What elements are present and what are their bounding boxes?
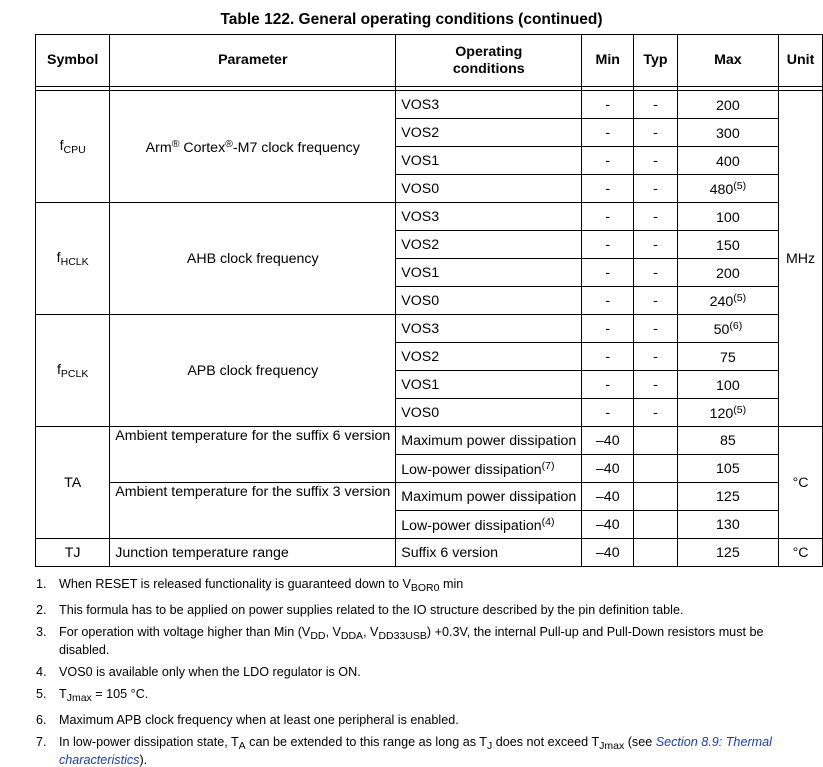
header-typ: Typ bbox=[634, 35, 677, 87]
cell-typ bbox=[634, 483, 677, 511]
footnotes bbox=[36, 574, 796, 767]
footnote-5: 5. $T_{Jmax} = 105$ °C. bbox=[36, 687, 149, 704]
cell-typ: - bbox=[634, 315, 677, 343]
symbol-ta: TA bbox=[36, 427, 110, 539]
cell-condition: Low-power dissipation$^{(4)}$ bbox=[396, 511, 582, 539]
cell-min: - bbox=[582, 343, 634, 371]
header-max: Max bbox=[677, 35, 778, 87]
unit-mhz: MHz bbox=[779, 91, 823, 427]
cell-condition: Maximum power dissipation bbox=[396, 427, 582, 455]
cell-max: 50$^{(6)}$ bbox=[677, 315, 778, 343]
cell-typ: - bbox=[634, 287, 677, 315]
cell-condition: Maximum power dissipation bbox=[396, 483, 582, 511]
cell-max: 130 bbox=[677, 511, 778, 539]
cell-max: 200 bbox=[677, 91, 778, 119]
cell-typ: - bbox=[634, 147, 677, 175]
cell-condition: VOS3 bbox=[396, 315, 582, 343]
cell-min: - bbox=[582, 259, 634, 287]
cell-min: - bbox=[582, 231, 634, 259]
cell-condition: VOS1 bbox=[396, 371, 582, 399]
cell-condition: VOS2 bbox=[396, 119, 582, 147]
footnote-6: 6. Maximum APB clock frequency when at least one peripheral is enabled. bbox=[36, 713, 459, 727]
param-apb-clock: APB clock frequency bbox=[110, 315, 396, 427]
cell-condition: VOS1 bbox=[396, 147, 582, 175]
cell-min: –40 bbox=[582, 511, 634, 539]
cell-max: 200 bbox=[677, 259, 778, 287]
cell-min: - bbox=[582, 315, 634, 343]
cell-typ: - bbox=[634, 203, 677, 231]
cell-max: 480$^{(5)}$ bbox=[677, 175, 778, 203]
table-row bbox=[36, 483, 823, 511]
cell-min: - bbox=[582, 119, 634, 147]
cell-condition: Suffix 6 version bbox=[396, 539, 582, 567]
footnote-7: 7. In low-power dissipation state, $T_A$ can be extended to this range as long as $T_J$ does not exceed $T_{Jmax}$ (see Section 8.9: Thermal characteristics). bbox=[36, 735, 772, 767]
symbol-fcpu: $f_{CPU}$ bbox=[36, 91, 110, 203]
param-ahb-clock: AHB clock frequency bbox=[110, 203, 396, 315]
cell-typ: - bbox=[634, 259, 677, 287]
cell-typ bbox=[634, 455, 677, 483]
unit-celsius: °C bbox=[779, 539, 823, 567]
header-unit: Unit bbox=[779, 35, 823, 87]
header-row bbox=[36, 35, 823, 87]
cell-typ: - bbox=[634, 343, 677, 371]
cell-typ: - bbox=[634, 399, 677, 427]
header-symbol: Symbol bbox=[36, 35, 110, 87]
param-junction-temp: Junction temperature range bbox=[110, 539, 396, 567]
cell-max: 240$^{(5)}$ bbox=[677, 287, 778, 315]
symbol-fpclk: $f_{PCLK}$ bbox=[36, 315, 110, 427]
cell-min: - bbox=[582, 287, 634, 315]
cell-max: 100 bbox=[677, 203, 778, 231]
footnote-1: 1. When RESET is released functionality is guaranteed down to $V_{BOR0}$ min bbox=[36, 577, 464, 594]
cell-max: 125 bbox=[677, 483, 778, 511]
header-parameter: Parameter bbox=[110, 35, 396, 87]
cell-min: - bbox=[582, 175, 634, 203]
cell-typ: - bbox=[634, 231, 677, 259]
section-link[interactable]: Section 8.9: Thermal characteristics bbox=[59, 735, 772, 767]
cell-condition: VOS0 bbox=[396, 399, 582, 427]
cell-min: - bbox=[582, 203, 634, 231]
cell-min: - bbox=[582, 91, 634, 119]
header-conditions: Operating conditions bbox=[396, 35, 582, 87]
cell-min: –40 bbox=[582, 539, 634, 567]
cell-min: –40 bbox=[582, 427, 634, 455]
cell-max: 150 bbox=[677, 231, 778, 259]
footnote-3: 3. For operation with voltage higher than Min ($V_{DD}$, $V_{DDA}$, $V_{DD33USB}) +0.3V$, the internal Pull-up and Pull-Down resistors must be disabled. bbox=[36, 625, 764, 657]
header-min: Min bbox=[582, 35, 634, 87]
cell-condition: VOS1 bbox=[396, 259, 582, 287]
param-ambient-temp-3: Ambient temperature for the suffix 3 version bbox=[110, 483, 396, 539]
footnote-2: 2. This formula has to be applied on power supplies related to the IO structure described by the pin definition table. bbox=[36, 603, 684, 617]
cell-max: 120$^{(5)}$ bbox=[677, 399, 778, 427]
cell-typ: - bbox=[634, 371, 677, 399]
cell-condition: VOS3 bbox=[396, 91, 582, 119]
cell-condition: VOS0 bbox=[396, 287, 582, 315]
cell-max: 125 bbox=[677, 539, 778, 567]
table-row bbox=[36, 427, 823, 455]
cell-min: - bbox=[582, 399, 634, 427]
cell-condition: VOS2 bbox=[396, 231, 582, 259]
cell-condition: Low-power dissipation$^{(7)}$ bbox=[396, 455, 582, 483]
cell-min: - bbox=[582, 371, 634, 399]
cell-max: 75 bbox=[677, 343, 778, 371]
cell-typ: - bbox=[634, 91, 677, 119]
cell-max: 300 bbox=[677, 119, 778, 147]
cell-min: –40 bbox=[582, 455, 634, 483]
cell-typ bbox=[634, 427, 677, 455]
cell-condition: VOS2 bbox=[396, 343, 582, 371]
footnote-4: 4. VOS0 is available only when the LDO regulator is ON. bbox=[36, 665, 361, 679]
cell-condition: VOS3 bbox=[396, 203, 582, 231]
operating-conditions-table bbox=[35, 34, 823, 567]
table-row bbox=[36, 315, 823, 343]
cell-max: 100 bbox=[677, 371, 778, 399]
cell-condition: VOS0 bbox=[396, 175, 582, 203]
table-row bbox=[36, 203, 823, 231]
param-ambient-temp-6: Ambient temperature for the suffix 6 version bbox=[110, 427, 396, 483]
table-row bbox=[36, 539, 823, 567]
cell-max: 400 bbox=[677, 147, 778, 175]
cell-max: 85 bbox=[677, 427, 778, 455]
symbol-fhclk: $f_{HCLK}$ bbox=[36, 203, 110, 315]
cell-typ bbox=[634, 539, 677, 567]
cell-min: –40 bbox=[582, 483, 634, 511]
symbol-tj: TJ bbox=[36, 539, 110, 567]
cell-min: - bbox=[582, 147, 634, 175]
cell-typ: - bbox=[634, 175, 677, 203]
param-cpu-clock: Arm® Cortex®-M7 clock frequency bbox=[110, 91, 396, 203]
table-row bbox=[36, 91, 823, 119]
cell-max: 105 bbox=[677, 455, 778, 483]
cell-typ bbox=[634, 511, 677, 539]
unit-celsius: °C bbox=[779, 427, 823, 539]
cell-typ: - bbox=[634, 119, 677, 147]
table-title: Table 122. General operating conditions (continued) bbox=[220, 11, 603, 28]
